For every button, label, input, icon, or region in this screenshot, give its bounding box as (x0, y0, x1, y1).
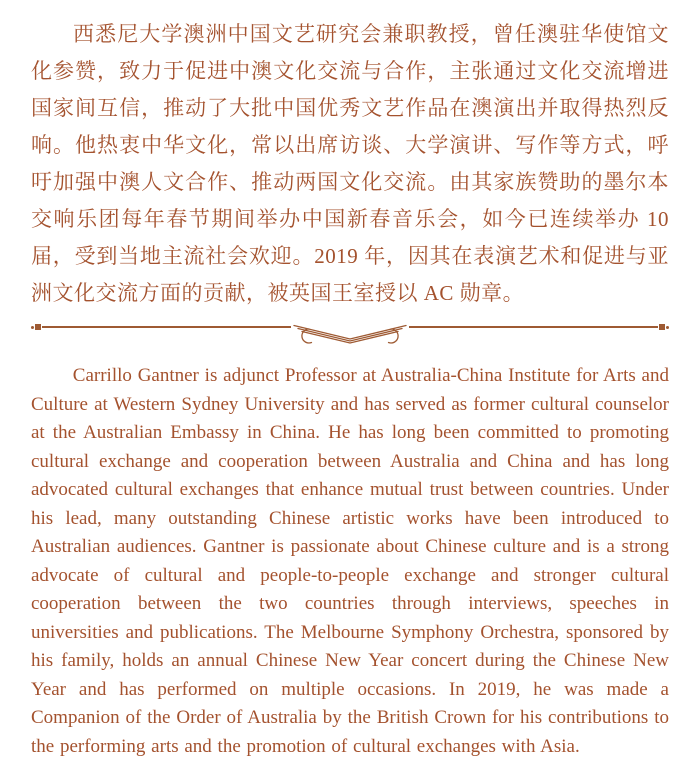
divider-right-rule (409, 326, 658, 328)
divider-left-dot (31, 326, 34, 329)
divider-right-square (659, 324, 665, 330)
divider-left-square (35, 324, 41, 330)
section-divider (31, 322, 669, 349)
chinese-bio-paragraph: 西悉尼大学澳洲中国文艺研究会兼职教授，曾任澳驻华使馆文化参赞，致力于促进中澳文化交流与合作，主张通过文化交流增进国家间互信，推动了大批中国优秀文艺作品在澳演出并取得热烈反响。他热衷中华文化，常以出席访谈、大学演讲、写作等方式，呼吁加强中澳人文合作、推动两国文化交流。由其家族赞助的墨尔本交响乐团每年春节期间举办中国新春音乐会，如今已连续举办 10 届，受到当地主流社会欢迎。2019 年，因其在表演艺术和促进与亚洲文化交流方面的贡献，被英国王室授以 AC 勋章。 (31, 22, 669, 305)
divider-flourish-icon (291, 324, 409, 348)
divider-left-rule (42, 326, 291, 328)
divider-right-dot (666, 326, 669, 329)
english-bio-paragraph: Carrillo Gantner is adjunct Professor at Australia-China Institute for Arts and Culture at Western Sydney University and has served as former cultural counselor at the Australian Embassy in China. He has long been committed to promoting cultural exchange and cooperation between Australia and China and has long advocated cultural exchanges that enhance mutual trust between countries. Under his lead, many outstanding Chinese artistic works have been introduced to Australian audiences. Gantner is passionate about Chinese culture and is a strong advocate of cultural and people-to-people exchange and stronger cultural cooperation between the two countries through interviews, speeches in universities and publications. The Melbourne Symphony Orchestra, sponsored by his family, holds an annual Chinese New Year concert during the Chinese New Year and has performed on multiple occasions. In 2019, he was made a Companion of the Order of Australia by the British Crown for his contributions to the performing arts and the promotion of cultural exchanges with Asia. (31, 365, 669, 757)
